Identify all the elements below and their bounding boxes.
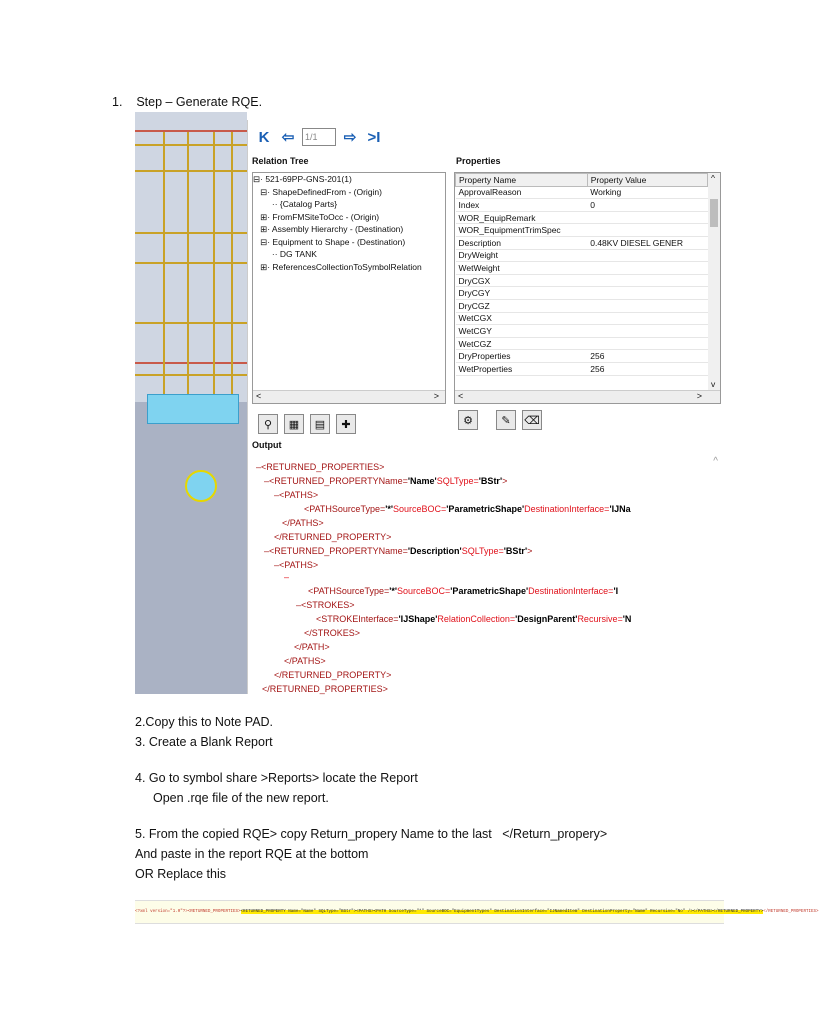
property-value-cell[interactable]: 0 bbox=[587, 199, 707, 212]
xml-attr: SourceBOC= bbox=[393, 504, 447, 514]
filter-icon-button[interactable]: ▤ bbox=[310, 414, 330, 434]
properties-horizontal-scrollbar[interactable] bbox=[455, 390, 720, 403]
xml-tag: <PATHSourceType= bbox=[308, 586, 390, 596]
step-5-text: 5. From the copied RQE> copy Return_propery Name to the last </Return_propery> bbox=[135, 827, 608, 841]
xml-tag: –<PATHS> bbox=[274, 560, 319, 570]
tree-node[interactable]: ⊞· FromFMSiteToOcc - (Origin) bbox=[253, 211, 380, 222]
relation-dialog bbox=[247, 120, 725, 694]
generate-icon-button[interactable]: ⚙ bbox=[458, 410, 478, 430]
scroll-right-arrow[interactable]: > bbox=[696, 391, 702, 401]
xml-value: 'ParametricShape' bbox=[450, 586, 529, 596]
xml-collapse[interactable]: – bbox=[284, 572, 290, 582]
xml-attr: SourceBOC= bbox=[397, 586, 451, 596]
step-5-subtext: And paste in the report RQE at the bottom bbox=[135, 847, 369, 861]
xml-value: 'IJNa bbox=[609, 504, 631, 514]
property-row[interactable] bbox=[456, 362, 708, 375]
property-row[interactable] bbox=[456, 299, 708, 312]
xml-tag: </PATHS> bbox=[284, 656, 326, 666]
property-name-cell[interactable]: DryCGX bbox=[456, 274, 588, 287]
relation-tree[interactable] bbox=[252, 172, 446, 404]
tree-node[interactable]: ·· DG TANK bbox=[253, 249, 317, 259]
xml-value: '*' bbox=[385, 504, 394, 514]
property-value-cell[interactable] bbox=[587, 312, 707, 325]
cad-selected-circle bbox=[185, 470, 217, 502]
output-label: Output bbox=[252, 440, 282, 450]
scroll-left-arrow[interactable]: < bbox=[256, 391, 262, 401]
xml-line bbox=[264, 546, 532, 556]
nav-toolbar bbox=[254, 126, 384, 148]
expand-icon-button[interactable]: ▦ bbox=[284, 414, 304, 434]
property-name-cell[interactable]: Index bbox=[456, 199, 588, 212]
xml-line bbox=[256, 462, 384, 472]
xml-tag: </PATHS> bbox=[282, 518, 324, 528]
page-indicator: 1/1 bbox=[302, 128, 336, 146]
relation-icon-button[interactable]: ⚲ bbox=[258, 414, 278, 434]
properties-vertical-scrollbar[interactable] bbox=[708, 173, 720, 391]
prev-page-button[interactable]: ⇦ bbox=[281, 129, 295, 146]
property-action-buttons bbox=[458, 410, 542, 430]
xml-tag: </STROKES> bbox=[304, 628, 361, 638]
property-name-cell[interactable]: WetWeight bbox=[456, 262, 588, 275]
xml-value: '*' bbox=[389, 586, 398, 596]
properties-header-row bbox=[456, 174, 708, 187]
xml-tag: –<STROKES> bbox=[296, 600, 355, 610]
xml-line bbox=[274, 670, 391, 680]
xml-attr: SQLType= bbox=[436, 476, 479, 486]
snippet-text: <?xml version="1.0"?><RETURNED_PROPERTIES> bbox=[135, 910, 241, 914]
xml-tag: <STROKEInterface= bbox=[316, 614, 399, 624]
property-row[interactable] bbox=[456, 325, 708, 338]
property-name-cell[interactable]: DryProperties bbox=[456, 350, 588, 363]
scroll-down-arrow[interactable]: v bbox=[711, 379, 716, 389]
property-name-cell[interactable]: WOR_EquipmentTrimSpec bbox=[456, 224, 588, 237]
xml-line bbox=[308, 586, 618, 596]
xml-attr: RelationCollection= bbox=[437, 614, 516, 624]
tree-node[interactable]: ⊟· 521-69PP-GNS-201(1) bbox=[253, 174, 352, 184]
tree-node[interactable]: ·· {Catalog Parts} bbox=[253, 199, 338, 209]
last-page-button[interactable]: >I bbox=[367, 128, 381, 146]
step-2-text: 2.Copy this to Note PAD. bbox=[135, 715, 274, 729]
xml-value: 'ParametricShape' bbox=[446, 504, 525, 514]
xml-line bbox=[296, 600, 355, 610]
xml-tag: </RETURNED_PROPERTY> bbox=[274, 532, 392, 542]
property-name-cell[interactable]: DryWeight bbox=[456, 249, 588, 262]
xml-line bbox=[284, 656, 326, 666]
relation-tree-label: Relation Tree bbox=[252, 156, 309, 166]
property-value-cell[interactable] bbox=[587, 337, 707, 350]
xml-line bbox=[284, 572, 289, 582]
property-value-cell[interactable] bbox=[587, 325, 707, 338]
xml-line bbox=[294, 642, 330, 652]
property-row[interactable] bbox=[456, 249, 708, 262]
tree-node[interactable]: ⊞· ReferencesCollectionToSymbolRelation bbox=[253, 261, 422, 272]
screenshot bbox=[135, 112, 724, 694]
snippet-highlight: <RETURNED_PROPERTY Name="Name" SQLType="BStr"><PATHS><PATH SourceType="*" SourceBOC="EquipmentTypes" DestinationInterface="IJNamedItem" DestinationProperty="Name" Recursive="No" /></PATHS></RETURNED_PROPERTY> bbox=[240, 910, 764, 914]
xml-value: 'IJShape' bbox=[398, 614, 438, 624]
property-name-cell[interactable]: DryCGZ bbox=[456, 299, 588, 312]
property-name-cell[interactable]: WOR_EquipRemark bbox=[456, 211, 588, 224]
property-name-cell[interactable]: Description bbox=[456, 236, 588, 249]
property-value-cell[interactable] bbox=[587, 262, 707, 275]
xml-tag: –<RETURNED_PROPERTYName= bbox=[264, 546, 408, 556]
cad-line bbox=[163, 132, 165, 402]
xml-value: 'Name' bbox=[407, 476, 437, 486]
property-value-cell[interactable] bbox=[587, 287, 707, 300]
add-icon-button[interactable]: ✚ bbox=[336, 414, 356, 434]
property-row[interactable] bbox=[456, 236, 708, 249]
property-name-cell[interactable]: WetCGX bbox=[456, 312, 588, 325]
property-value-cell[interactable] bbox=[587, 211, 707, 224]
xml-line bbox=[282, 518, 324, 528]
property-row[interactable] bbox=[456, 337, 708, 350]
property-name-cell[interactable]: ApprovalReason bbox=[456, 186, 588, 199]
cad-line bbox=[231, 132, 233, 402]
xml-output[interactable] bbox=[252, 456, 718, 692]
property-value-cell[interactable]: 256 bbox=[587, 362, 707, 375]
property-name-cell[interactable]: WetProperties bbox=[456, 362, 588, 375]
tree-node[interactable]: ⊞· Assembly Hierarchy - (Destination) bbox=[253, 224, 404, 234]
xml-value: 'DesignParent' bbox=[515, 614, 578, 624]
xml-tag: > bbox=[502, 476, 508, 486]
property-row[interactable] bbox=[456, 312, 708, 325]
rqe-code-snippet bbox=[135, 900, 819, 924]
scroll-left-arrow[interactable]: < bbox=[458, 391, 464, 401]
xml-line bbox=[304, 504, 631, 514]
snippet-text: </RETURNED_PROPERTIES> bbox=[763, 910, 819, 914]
property-value-cell[interactable] bbox=[587, 274, 707, 287]
xml-line bbox=[274, 560, 318, 570]
xml-tag: </PATH> bbox=[294, 642, 330, 652]
tree-node[interactable]: ⊟· ShapeDefinedFrom - (Origin) bbox=[253, 186, 382, 197]
property-row[interactable] bbox=[456, 199, 708, 212]
tree-horizontal-scrollbar[interactable] bbox=[253, 390, 445, 403]
tree-action-buttons bbox=[258, 414, 356, 434]
cad-equipment-block bbox=[147, 394, 239, 424]
tree-node[interactable]: ⊟· Equipment to Shape - (Destination) bbox=[253, 236, 406, 247]
property-row[interactable] bbox=[456, 186, 708, 199]
first-page-button[interactable]: K bbox=[258, 128, 270, 146]
eraser-icon-button[interactable]: ⌫ bbox=[522, 410, 542, 430]
xml-line bbox=[274, 532, 391, 542]
xml-tag: –<PATHS> bbox=[274, 490, 319, 500]
xml-value: 'N bbox=[622, 614, 632, 624]
xml-attr: DestinationInterface= bbox=[528, 586, 614, 596]
property-value-cell[interactable]: 256 bbox=[587, 350, 707, 363]
xml-attr: SQLType= bbox=[461, 546, 504, 556]
property-row[interactable] bbox=[456, 211, 708, 224]
xml-value: 'I bbox=[613, 586, 619, 596]
xml-line bbox=[264, 476, 507, 486]
xml-tag: –<RETURNED_PROPERTYName= bbox=[264, 476, 408, 486]
property-name-cell[interactable]: WetCGZ bbox=[456, 337, 588, 350]
xml-value: 'Description' bbox=[407, 546, 462, 556]
step-4-subtext: Open .rqe file of the new report. bbox=[153, 791, 329, 805]
step-5-or-text: OR Replace this bbox=[135, 867, 227, 881]
output-scroll-up-arrow[interactable]: ^ bbox=[713, 456, 718, 467]
column-header[interactable]: Property Name bbox=[456, 174, 588, 187]
scroll-up-arrow[interactable]: ^ bbox=[711, 173, 715, 183]
step-4-text: 4. Go to symbol share >Reports> locate the Report bbox=[135, 771, 418, 785]
property-value-cell[interactable] bbox=[587, 249, 707, 262]
property-value-cell[interactable] bbox=[587, 299, 707, 312]
xml-attr: Recursive= bbox=[577, 614, 623, 624]
xml-tag: > bbox=[527, 546, 533, 556]
xml-tag: </RETURNED_PROPERTY> bbox=[274, 670, 392, 680]
scroll-right-arrow[interactable]: > bbox=[433, 391, 439, 401]
column-header[interactable]: Property Value bbox=[587, 174, 707, 187]
step-3-text: 3. Create a Blank Report bbox=[135, 735, 273, 749]
property-row[interactable] bbox=[456, 350, 708, 363]
property-value-cell[interactable] bbox=[587, 224, 707, 237]
xml-line bbox=[274, 490, 318, 500]
xml-value: 'BStr' bbox=[503, 546, 528, 556]
xml-line bbox=[316, 614, 631, 624]
xml-tag: </RETURNED_PROPERTIES> bbox=[262, 684, 388, 694]
property-row[interactable] bbox=[456, 224, 708, 237]
cad-viewport[interactable] bbox=[135, 112, 247, 694]
cad-line bbox=[213, 132, 215, 402]
xml-value: 'BStr' bbox=[478, 476, 503, 486]
note-icon-button[interactable]: ✎ bbox=[496, 410, 516, 430]
xml-line bbox=[262, 684, 388, 694]
next-page-button[interactable]: ⇨ bbox=[343, 129, 357, 146]
xml-tag: <PATHSourceType= bbox=[304, 504, 386, 514]
step-1-text: 1. Step – Generate RQE. bbox=[112, 95, 263, 109]
cad-line bbox=[187, 132, 189, 402]
property-row[interactable] bbox=[456, 274, 708, 287]
instructions bbox=[135, 712, 607, 884]
property-value-cell[interactable]: Working bbox=[587, 186, 707, 199]
property-row[interactable] bbox=[456, 262, 708, 275]
property-name-cell[interactable]: WetCGY bbox=[456, 325, 588, 338]
property-value-cell[interactable]: 0.48KV DIESEL GENER bbox=[587, 236, 707, 249]
xml-attr: DestinationInterface= bbox=[524, 504, 610, 514]
xml-line bbox=[304, 628, 360, 638]
xml-tag: –<RETURNED_PROPERTIES> bbox=[256, 462, 385, 472]
property-name-cell[interactable]: DryCGY bbox=[456, 287, 588, 300]
scrollbar-thumb[interactable] bbox=[710, 199, 718, 227]
property-row[interactable] bbox=[456, 287, 708, 300]
properties-label: Properties bbox=[456, 156, 501, 166]
properties-grid[interactable] bbox=[454, 172, 721, 404]
